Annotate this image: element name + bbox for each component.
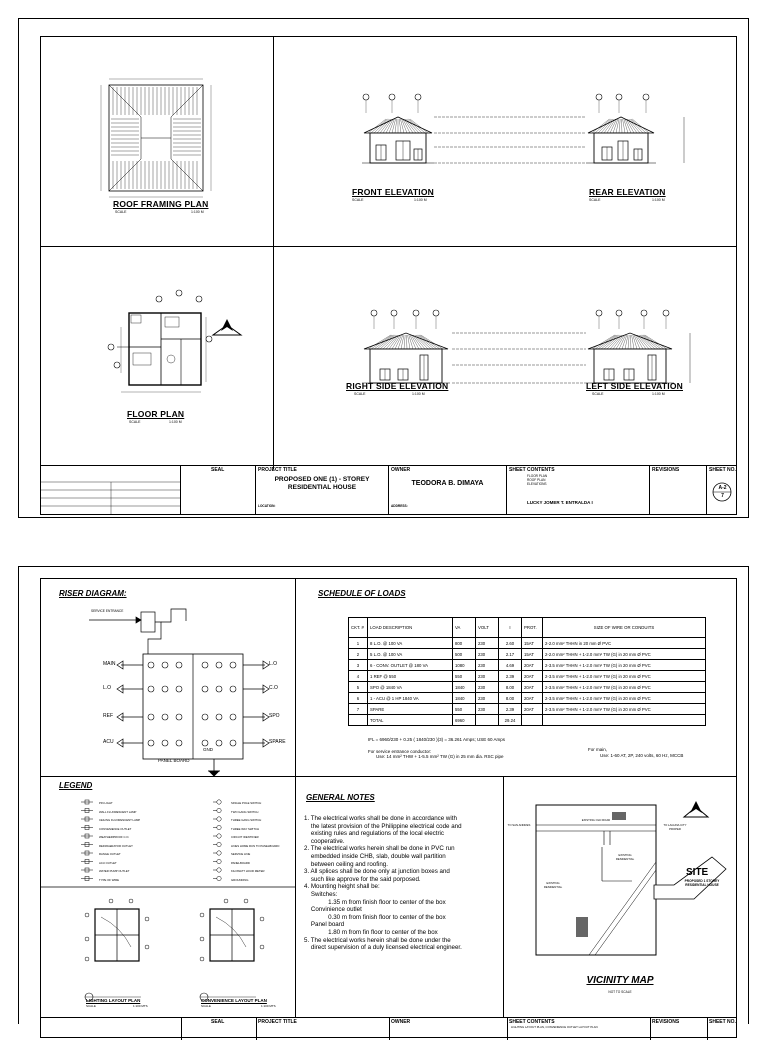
- direction-label-right: TO LAGUNA CITY PROPER: [663, 823, 687, 831]
- schedule-cell: 6 - CONV. OUTLET @ 180 VA: [368, 660, 453, 671]
- general-note-line: direct supervision of a duly licensed electrical engineer.: [304, 944, 462, 952]
- general-note-line: Panel board: [304, 921, 345, 929]
- header-wire-size: SIZE OF WIRE OR CONDUITS: [543, 618, 706, 638]
- header-ckt: CKT. #: [349, 618, 368, 638]
- left-side-elevation-scale: SCALE: [592, 392, 604, 396]
- riser-diagram-title: RISER DIAGRAM:: [59, 589, 127, 598]
- schedule-cell: 2: [349, 649, 368, 660]
- roof-framing-plan-panel: [41, 37, 274, 247]
- sheet-contents-2: ROOF PLAN: [527, 478, 546, 482]
- owner-label-2: OWNER: [391, 1019, 411, 1025]
- schedule-cell: 20AT: [522, 693, 543, 704]
- vicinity-map-panel: [504, 777, 736, 1017]
- general-note-line: 2. The electrical works herein shall be done in PVC run: [304, 845, 455, 853]
- riser-left-label-lo: L.O: [103, 685, 112, 691]
- sheet-no-cell-2: [707, 1018, 738, 1040]
- road-label-old: EXISTING OLD ROAD: [581, 818, 611, 822]
- schedule-cell: 5: [349, 682, 368, 693]
- rear-elevation-scale: SCALE: [589, 198, 601, 202]
- schedule-cell: 1080: [453, 660, 476, 671]
- schedule-cell: [543, 715, 706, 726]
- schedule-cell: 2.39: [499, 704, 522, 715]
- general-note-line: embedded inside CHB, slab, double wall partition: [304, 852, 446, 860]
- schedule-cell: 230: [476, 671, 499, 682]
- riser-diagram-drawing: [41, 579, 296, 777]
- sheet-no: A-2: [718, 485, 727, 491]
- legend-item: THREE WAY SWITCH: [231, 826, 260, 831]
- general-note-line: such like approve for the said porposed.: [304, 875, 421, 883]
- designer-name: LUCKY JOMER T. ENTRALDA I: [527, 500, 593, 505]
- schedule-cell: 2-3.5 mm² THHN + 1-2.0 mm² TW (G) in 20 mm Ø PVC: [543, 704, 706, 715]
- sheet-border: [40, 578, 737, 1038]
- revisions-cell-2: [650, 1018, 708, 1040]
- header-volt: VOLT: [476, 618, 499, 638]
- schedule-row: [349, 671, 706, 682]
- left-side-elevation-ratio: 1:100 M: [652, 392, 665, 396]
- main-breaker-note: For main,: [588, 747, 608, 752]
- road-label-residential-2: EXISTING RESIDENTIAL: [543, 881, 563, 889]
- riser-left-label-ref: REF: [103, 713, 113, 719]
- schedule-of-loads-table: [348, 617, 706, 726]
- schedule-cell: SPARE: [368, 704, 453, 715]
- front-rear-elevation-panel: [274, 37, 736, 247]
- legend-item: THREE GANG SWITCH: [231, 818, 262, 822]
- legend-item: KILOWATT HOUR METER: [231, 869, 265, 873]
- schedule-cell: 4.69: [499, 660, 522, 671]
- project-title-cell: [256, 466, 389, 514]
- legend-item: GROUNDING: [231, 877, 249, 882]
- owner-cell-2: [389, 1018, 508, 1040]
- schedule-cell: 2-3.5 mm² THHN + 1-2.0 mm² TW (G) in 20 mm Ø PVC: [543, 682, 706, 693]
- schedule-cell: 2-3.5 mm² THHN + 1-2.0 mm² TW (G) in 20 mm Ø PVC: [543, 671, 706, 682]
- schedule-cell: 20AT: [522, 682, 543, 693]
- legend-item: WEATHERPROOF C.O.: [99, 835, 130, 839]
- sheet-contents-cell: [507, 466, 650, 514]
- right-side-elevation-scale: SCALE: [354, 392, 366, 396]
- header-i: I: [499, 618, 522, 638]
- riser-left-label-main: MAIN: [103, 661, 116, 667]
- schedule-cell: 550: [453, 704, 476, 715]
- convenience-layout-ratio: 1:100 MTS: [261, 1004, 276, 1008]
- schedule-cell: 20AT: [522, 704, 543, 715]
- lighting-layout-ratio: 1:100 MTS: [133, 1004, 148, 1008]
- architectural-sheet: [18, 18, 749, 518]
- floor-plan-drawing: [41, 247, 274, 469]
- side-elevation-drawing: [274, 247, 736, 469]
- legend-item: CEILING FLUORESCENT LAMP: [99, 818, 141, 822]
- ifl-note: IFL = 6960/230 + 0.25 ( 1840/230 )(3) = 36.261 Amps; USE 60 Amps: [368, 737, 506, 742]
- floor-plan-ratio: 1:100 M: [169, 420, 182, 424]
- site-description: PROPOSED 1 STOREY RESIDENTIAL HOUSE: [684, 879, 720, 887]
- legend-title: LEGEND: [59, 781, 93, 790]
- schedule-cell: 800: [453, 638, 476, 649]
- schedule-of-loads-title: SCHEDULE OF LOADS: [318, 589, 406, 598]
- front-elevation-title: FRONT ELEVATION: [352, 187, 435, 197]
- title-block: [41, 465, 736, 514]
- legend-item: SINGLE POLE SWITCH: [231, 801, 262, 805]
- general-note-line: 5. The electrical works herein shall be done under the: [304, 936, 451, 944]
- general-note-line: cooperative.: [304, 837, 345, 845]
- direction-label-left: TO SAN ANDRES: [507, 823, 531, 827]
- schedule-cell: 20AT: [522, 660, 543, 671]
- panel-board-label: PANEL BOARD: [158, 758, 190, 763]
- rear-elevation-title: REAR ELEVATION: [589, 187, 666, 197]
- sheet-no-cell: [707, 466, 738, 514]
- schedule-row: [349, 638, 706, 649]
- schedule-cell: 1840: [453, 682, 476, 693]
- front-rear-elevation-drawing: [274, 37, 736, 247]
- title-block-2: [41, 1017, 736, 1040]
- floor-plan-scale: SCALE: [129, 420, 141, 424]
- schedule-cell: 1: [349, 638, 368, 649]
- site-label: SITE: [686, 867, 709, 878]
- project-title: PROPOSED ONE (1) - STOREY RESIDENTIAL HOUSE: [274, 476, 370, 491]
- schedule-cell: 2-3.5 mm² THHN + 1-2.0 mm² TW (G) in 20 mm Ø PVC: [543, 693, 706, 704]
- schedule-cell: 6: [349, 693, 368, 704]
- schedule-cell: 2.17: [499, 649, 522, 660]
- schedule-cell: 8 L.O. @ 100 VA: [368, 638, 453, 649]
- schedule-cell: 1 REF @ 550: [368, 671, 453, 682]
- sheet-no-label: SHEET NO.: [709, 467, 736, 473]
- left-side-elevation-title: LEFT SIDE ELEVATION: [586, 381, 683, 391]
- service-entrance-label: SERVICE ENTRANCE: [91, 609, 124, 613]
- general-note-line: 1.35 m from finish floor to center of the box: [304, 898, 446, 906]
- riser-left-label-acu: ACU: [103, 739, 114, 745]
- schedule-cell: 2-2.0 mm² THHN + 1-2.0 mm² TW (G) in 20 mm Ø PVC: [543, 649, 706, 660]
- roof-framing-plan-scale: SCALE: [115, 210, 127, 214]
- schedule-cell: 550: [453, 671, 476, 682]
- sheet-contents-cell-2: [507, 1018, 651, 1040]
- general-note-line: between ceiling and roofing.: [304, 860, 388, 868]
- front-elevation-ratio: 1:100 M: [414, 198, 427, 202]
- legend-item: WALL FLUORESCENT LAMP: [99, 809, 137, 814]
- general-note-line: existing rules and regulations of the local electric: [304, 830, 444, 838]
- general-notes-list: [304, 815, 462, 952]
- general-note-line: 1.80 m from fin floor to center of the box: [304, 928, 438, 936]
- general-note-line: 3. All splices shall be done only at junction boxes and: [304, 868, 450, 876]
- seal-cell-2: [181, 1018, 257, 1040]
- revisions-label-2: REVISIONS: [652, 1019, 680, 1025]
- schedule-cell: [349, 715, 368, 726]
- schedule-cell: 4: [349, 671, 368, 682]
- schedule-row: [349, 704, 706, 715]
- sheet-contents-label-2: SHEET CONTENTS: [509, 1019, 555, 1025]
- schedule-cell: 20AT: [522, 671, 543, 682]
- sheet-no-label-2: SHEET NO.: [709, 1019, 736, 1025]
- schedule-cell: 230: [476, 693, 499, 704]
- schedule-cell: 230: [476, 704, 499, 715]
- project-title-label-2: PROJECT TITLE: [258, 1019, 297, 1025]
- sheet-total: 7: [721, 493, 724, 499]
- floor-plan-title: FLOOR PLAN: [127, 409, 185, 419]
- riser-right-label-co: C.O: [269, 685, 278, 691]
- revisions-cell: [650, 466, 707, 514]
- gnd-label: GND: [203, 747, 213, 752]
- address-label: ADDRESS:: [391, 504, 408, 508]
- legend-item: CONVENIENCE OUTLET: [99, 826, 132, 831]
- schedule-cell: 1840: [453, 693, 476, 704]
- project-title-cell-2: [256, 1018, 390, 1040]
- schedule-cell: 230: [476, 660, 499, 671]
- designer-info-cell-2: [41, 1018, 182, 1040]
- north-arrow-label: N: [225, 330, 229, 336]
- riser-diagram-panel: [41, 579, 296, 777]
- lighting-layout-scale: SCALE: [86, 1004, 96, 1008]
- north-arrow-icon: [213, 319, 241, 336]
- general-notes-panel: [296, 777, 504, 1017]
- header-prot: PROT.: [522, 618, 543, 638]
- schedule-cell: 8.00: [499, 682, 522, 693]
- legend-item: PANELBOARD: [231, 860, 250, 865]
- main-breaker-spec: Use: 1-60 AT, 2P, 240 volts, 60 Hz, MCCB: [600, 753, 684, 758]
- schedule-cell: 1 - ACU @ 1 HP 1840 VA: [368, 693, 453, 704]
- legend-item: ACU OUTLET: [99, 860, 117, 865]
- sheet-contents-label: SHEET CONTENTS: [509, 467, 555, 473]
- electrical-sheet: [18, 566, 749, 1029]
- side-elevation-panel: [274, 247, 736, 469]
- schedule-of-loads-panel: [296, 579, 736, 777]
- general-note-line: the latest provision of the Philippine electrical code and: [304, 822, 462, 830]
- floor-plan-panel: [41, 247, 274, 469]
- schedule-cell: [522, 715, 543, 726]
- general-notes-title: GENERAL NOTES: [306, 793, 375, 802]
- schedule-cell: 29.24: [499, 715, 522, 726]
- schedule-cell: 7: [349, 704, 368, 715]
- schedule-cell: 2-2.0 mm² THHN in 20 mm Ø PVC: [543, 638, 706, 649]
- schedule-cell: SPO @ 1840 VA: [368, 682, 453, 693]
- schedule-cell: 230: [476, 682, 499, 693]
- general-note-line: Convinience outlet: [304, 906, 362, 914]
- convenience-layout-title: CONVENIENCE LAYOUT PLAN: [201, 998, 267, 1003]
- schedule-cell: 2.60: [499, 638, 522, 649]
- seal-cell: [181, 466, 256, 514]
- schedule-cell: TOTAL: [368, 715, 453, 726]
- seal-label-2: SEAL: [211, 1019, 225, 1025]
- vicinity-north-arrow-icon: [684, 801, 708, 817]
- sheet-border: [40, 36, 737, 515]
- vicinity-map-subtitle: NOT TO SCALE: [608, 990, 632, 994]
- schedule-row: [349, 660, 706, 671]
- schedule-cell: 3: [349, 660, 368, 671]
- schedule-cell: 8.00: [499, 693, 522, 704]
- right-side-elevation-title: RIGHT SIDE ELEVATION: [346, 381, 449, 391]
- header-va: VA: [453, 618, 476, 638]
- service-conductor-spec: Use: 14 mm² THW + 1-5.5 mm² TW (G) in 25 mm dia. RSC pipe: [376, 754, 504, 759]
- road-label-residential-1: EXISTING RESIDENTIAL: [615, 853, 635, 861]
- legend-item: PIN LIGHT: [99, 801, 113, 805]
- location-label: LOCATION:: [258, 504, 276, 508]
- designer-info-cell: [41, 466, 181, 514]
- rear-elevation-ratio: 1:100 M: [652, 198, 665, 202]
- owner-label: OWNER: [391, 467, 411, 473]
- owner-cell: [389, 466, 507, 514]
- revisions-label: REVISIONS: [652, 467, 680, 473]
- schedule-row: [349, 693, 706, 704]
- designer-info-grid: [41, 466, 181, 514]
- convenience-layout-scale: SCALE: [201, 1004, 211, 1008]
- legend-item: SERVICE LINE: [231, 852, 251, 856]
- general-note-line: 1. The electrical works shall be done in accordance with: [304, 815, 457, 822]
- general-note-line: 4. Mounting height shall be:: [304, 883, 380, 891]
- lighting-layout-title: LIGHTING LAYOUT PLAN: [86, 998, 141, 1003]
- sheet-contents-3: ELEVATIONS: [527, 482, 547, 486]
- legend-item: WATER PUMP OUTLET: [99, 869, 130, 873]
- schedule-cell: 15AT: [522, 649, 543, 660]
- legend-item: TYPE OF WIRE: [99, 877, 120, 882]
- schedule-header-row: [349, 618, 706, 638]
- header-load-description: LOAD DESCRIPTION: [368, 618, 453, 638]
- seal-label: SEAL: [211, 467, 225, 473]
- legend-item: TWO GANG SWITCH: [231, 809, 259, 814]
- sheet-contents-2-1: LIGHTING LAYOUT PLAN, CONVENIENCE OUTLET LAYOUT PLAN: [511, 1025, 598, 1029]
- general-note-line: 0.30 m from finish floor to center of the box: [304, 913, 446, 921]
- legend-panel: [41, 777, 296, 1017]
- right-side-elevation-ratio: 1:100 M: [412, 392, 425, 396]
- schedule-cell: [476, 715, 499, 726]
- roof-framing-plan-title: ROOF FRAMING PLAN: [113, 199, 209, 209]
- owner-name: TEODORA B. DIMAYA: [411, 480, 484, 487]
- schedule-cell: 230: [476, 638, 499, 649]
- legend-item: LINES HOME RUN TO PANELBOARD: [231, 843, 280, 848]
- schedule-cell: 2-3.5 mm² THHN + 1-2.0 mm² TW (G) in 20 mm Ø PVC: [543, 660, 706, 671]
- schedule-row: [349, 649, 706, 660]
- schedule-cell: 15AT: [522, 638, 543, 649]
- legend-item: RANGE OUTLET: [99, 852, 121, 856]
- riser-right-label-spare: SPARE: [269, 739, 286, 745]
- legend-item: REFRIGERATOR OUTLET: [99, 843, 133, 848]
- legend-item: CIRCUIT IDENTIFIER: [231, 835, 259, 839]
- roof-framing-plan-drawing: [41, 37, 274, 247]
- schedule-row: [349, 682, 706, 693]
- schedule-cell: 2.39: [499, 671, 522, 682]
- vicinity-map-title: VICINITY MAP: [586, 975, 654, 986]
- riser-right-label-spo: SPO: [269, 713, 280, 719]
- general-note-line: Switches:: [304, 890, 338, 898]
- roof-framing-plan-ratio: 1:100 M: [191, 210, 204, 214]
- schedule-cell: 230: [476, 649, 499, 660]
- schedule-cell: 500: [453, 649, 476, 660]
- riser-right-label-lo: L.O: [269, 661, 278, 667]
- sheet-contents-1: FLOOR PLAN: [527, 474, 548, 478]
- service-conductor-note: For service entrance conductor:: [368, 749, 432, 754]
- schedule-row: [349, 715, 706, 726]
- schedule-cell: 6960: [453, 715, 476, 726]
- front-elevation-scale: SCALE: [352, 198, 364, 202]
- project-title-label: PROJECT TITLE: [258, 467, 297, 473]
- schedule-cell: 5 L.O. @ 100 VA: [368, 649, 453, 660]
